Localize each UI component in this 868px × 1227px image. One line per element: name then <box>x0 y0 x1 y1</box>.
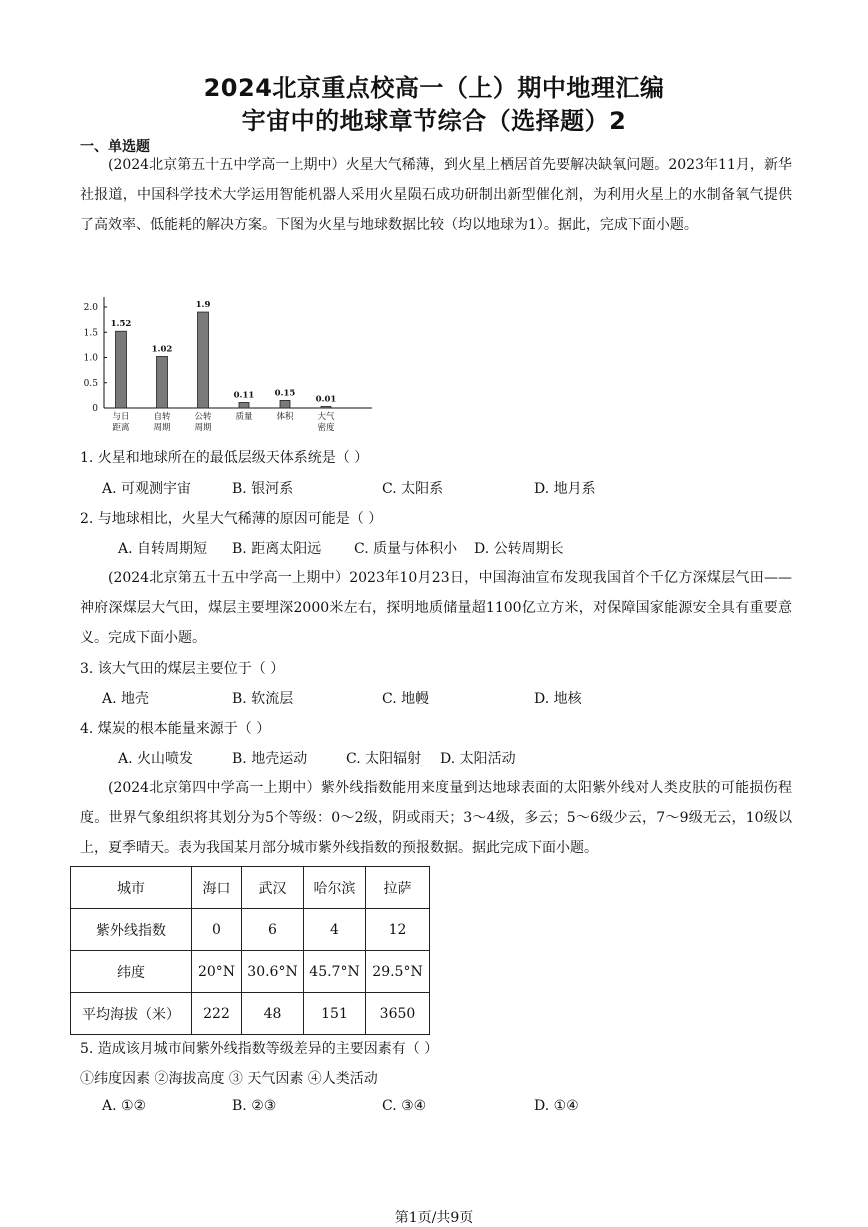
q4-option-c: C. 太阳辐射 <box>346 751 422 767</box>
x-tick-label: 与日 <box>112 412 130 422</box>
table-cell: 武汉 <box>242 867 304 909</box>
bar <box>116 331 127 408</box>
question-2: 2. 与地球相比，火星大气稀薄的原因可能是（ ） <box>80 511 383 527</box>
q5-option-a: A. ①② <box>102 1098 147 1114</box>
table-cell: 3650 <box>366 993 430 1035</box>
question-5: 5. 造成该月城市间紫外线指数等级差异的主要因素有（ ） <box>80 1041 439 1057</box>
q3-option-c: C. 地幔 <box>382 691 430 707</box>
document-title-line1: 2024北京重点校高一（上）期中地理汇编 <box>203 74 665 102</box>
x-tick-label: 体积 <box>276 412 294 422</box>
table-cell: 0 <box>192 909 242 951</box>
table-cell: 151 <box>304 993 366 1035</box>
document-title-line2: 宇宙中的地球章节综合（选择题）2 <box>241 107 627 135</box>
table-cell: 20°N <box>192 951 242 993</box>
x-tick-label: 质量 <box>235 412 253 422</box>
q4-option-d: D. 太阳活动 <box>440 751 516 767</box>
q5-option-b: B. ②③ <box>232 1098 277 1114</box>
data-label: 0.15 <box>274 388 296 399</box>
x-tick-label: 大气 <box>317 412 335 422</box>
q5-factors: ①纬度因素 ②海拔高度 ③ 天气因素 ④人类活动 <box>80 1071 378 1087</box>
x-tick-label: 距离 <box>112 423 130 433</box>
q2-option-c: C. 质量与体积小 <box>354 541 458 557</box>
table-cell: 48 <box>242 993 304 1035</box>
q1-option-b: B. 银河系 <box>232 481 294 497</box>
table-cell: 哈尔滨 <box>304 867 366 909</box>
table-row-header: 城市 <box>71 867 192 909</box>
passage-coalbed-gas: (2024北京第五十五中学高一上期中）2023年10月23日，中国海油宣布发现我国首个千亿方深煤层气田——神府深煤层大气田，煤层主要埋深2000米左右，探明地质储量超1100亿立方米，对保障国家能源安全具有重要意义。完成下面小题。 <box>80 570 792 646</box>
bar <box>239 402 249 408</box>
y-tick-label: 0.5 <box>83 378 98 389</box>
data-label: 1.9 <box>195 300 211 311</box>
page-number: 第1页/共9页 <box>394 1210 474 1226</box>
bar <box>157 356 168 408</box>
table-cell: 45.7°N <box>304 951 366 993</box>
x-tick-label: 周期 <box>153 423 171 433</box>
bar <box>280 400 290 408</box>
table-cell: 12 <box>366 909 430 951</box>
q3-option-a: A. 地壳 <box>102 691 150 707</box>
data-label: 0.01 <box>315 394 337 405</box>
passage-uv-index: (2024北京第四中学高一上期中）紫外线指数能用来度量到达地球表面的太阳紫外线对人类皮肤的可能损伤程度。世界气象组织将其划分为5个等级：0～2级，阴或雨天；3～4级，多云；5～6级少云，7～9级无云，10级以上，夏季晴天。表为我国某月部分城市紫外线指数的预报数据。据此完成下面小题。 <box>80 780 792 856</box>
question-4: 4. 煤炭的根本能量来源于（ ） <box>80 721 271 737</box>
y-tick-label: 2.0 <box>83 303 98 313</box>
y-tick-label: 0 <box>92 404 98 414</box>
q4-option-a: A. 火山喷发 <box>118 751 194 767</box>
table-row-header: 平均海拔（米） <box>71 993 192 1035</box>
table-cell: 30.6°N <box>242 951 304 993</box>
question-3: 3. 该大气田的煤层主要位于（ ） <box>80 661 285 677</box>
x-tick-label: 周期 <box>194 423 212 433</box>
q4-option-b: B. 地壳运动 <box>232 751 308 767</box>
table-cell: 拉萨 <box>366 867 430 909</box>
table-row-header: 纬度 <box>71 951 192 993</box>
q5-option-c: C. ③④ <box>382 1098 427 1114</box>
q1-option-d: D. 地月系 <box>534 481 596 497</box>
data-label: 1.02 <box>151 344 173 355</box>
x-tick-label: 自转 <box>153 412 171 422</box>
q1-option-a: A. 可观测宇宙 <box>102 481 192 497</box>
q2-option-b: B. 距离太阳远 <box>232 541 322 557</box>
table-cell: 6 <box>242 909 304 951</box>
uv-index-table <box>70 866 430 1035</box>
q2-option-d: D. 公转周期长 <box>474 541 564 557</box>
data-label: 0.11 <box>233 390 255 401</box>
data-label: 1.52 <box>110 319 132 330</box>
table-row <box>71 867 430 909</box>
q2-option-a: A. 自转周期短 <box>118 541 208 557</box>
section-heading: 一、单选题 <box>80 139 150 155</box>
table-cell: 222 <box>192 993 242 1035</box>
table-row <box>71 993 430 1035</box>
q3-option-d: D. 地核 <box>534 691 582 707</box>
table-cell: 29.5°N <box>366 951 430 993</box>
x-tick-label: 密度 <box>317 423 335 433</box>
passage-mars: (2024北京第五十五中学高一上期中）火星大气稀薄，到火星上栖居首先要解决缺氧问题。2023年11月，新华社报道，中国科学技术大学运用智能机器人采用火星陨石成功研制出新型催化剂，为利用火星上的水制备氧气提供了高效率、低能耗的解决方案。下图为火星与地球数据比较（均以地球为1）。据此，完成下面小题。 <box>80 157 792 233</box>
bar <box>321 407 331 409</box>
q1-option-c: C. 太阳系 <box>382 481 444 497</box>
y-tick-label: 1.0 <box>83 353 98 364</box>
mars-earth-bar-chart <box>74 292 384 437</box>
q3-option-b: B. 软流层 <box>232 691 294 707</box>
x-tick-label: 公转 <box>194 412 212 422</box>
q5-option-d: D. ①④ <box>534 1098 579 1114</box>
table-cell: 4 <box>304 909 366 951</box>
table-row <box>71 951 430 993</box>
table-row-header: 紫外线指数 <box>71 909 192 951</box>
question-1: 1. 火星和地球所在的最低层级天体系统是（ ） <box>80 450 369 466</box>
y-tick-label: 1.5 <box>83 328 98 339</box>
table-cell: 海口 <box>192 867 242 909</box>
bar <box>198 312 209 408</box>
table-row <box>71 909 430 951</box>
